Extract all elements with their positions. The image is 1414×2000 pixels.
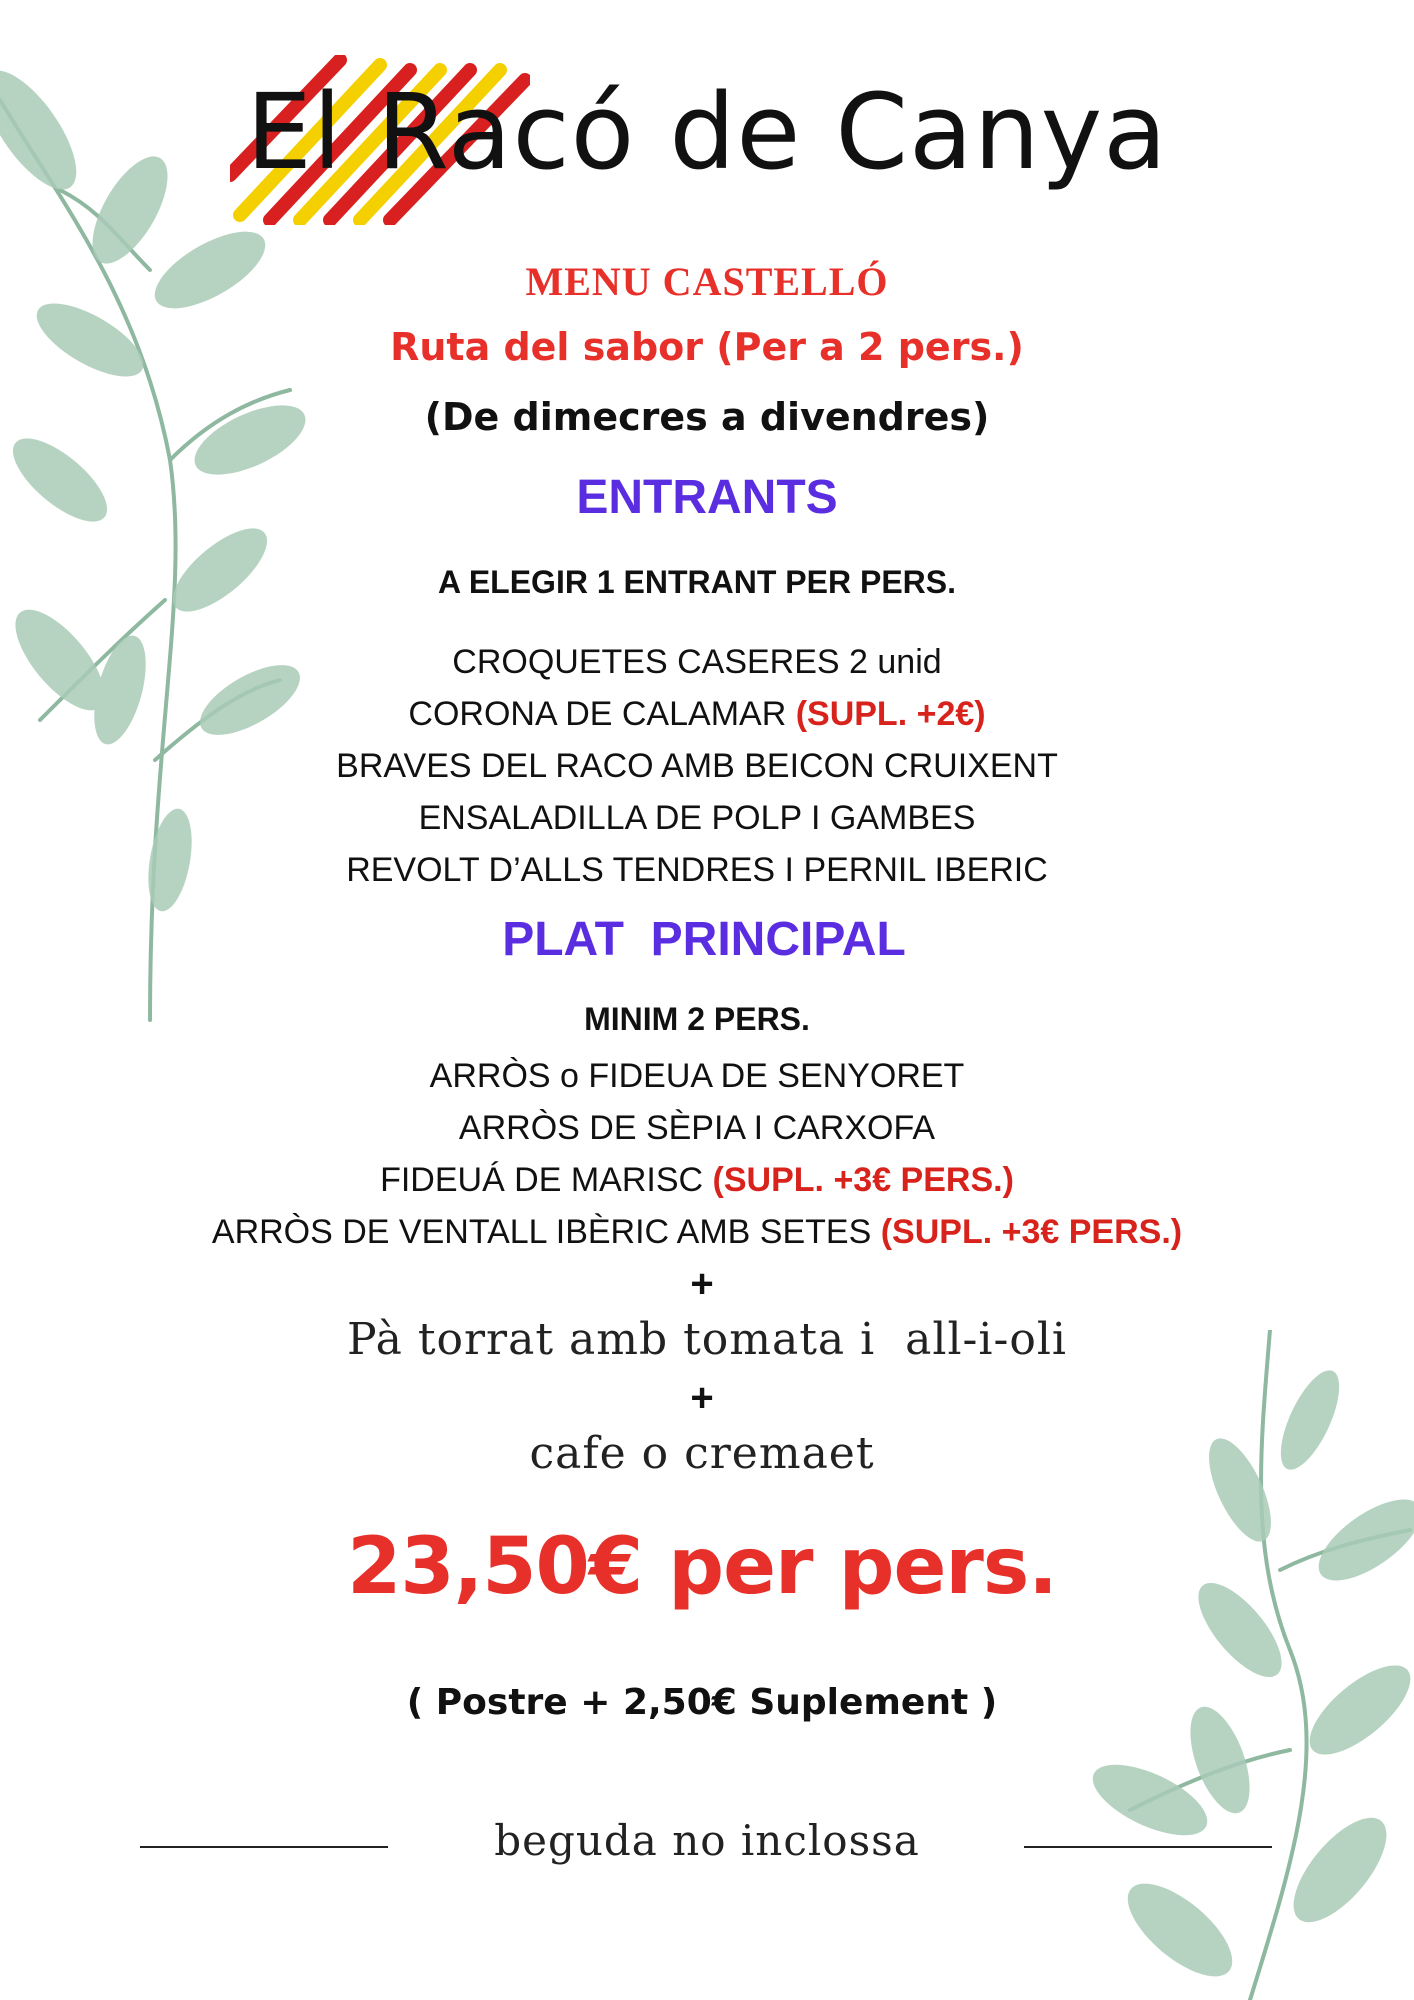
item-name: ARRÒS DE VENTALL IBÈRIC AMB SETES (211, 1213, 881, 1251)
price: 23,50€ per pers. (347, 1522, 1057, 1612)
list-item (0, 740, 1414, 792)
supplement-badge: (SUPL. +2€) (795, 695, 986, 733)
list-item (0, 636, 1414, 688)
supplement-badge: (SUPL. +3€ PERS.) (880, 1213, 1183, 1251)
main-course-section-title: PLAT PRINCIPAL (502, 913, 906, 966)
drinks-note: beguda no inclossa (494, 1816, 920, 1865)
dessert-supplement: ( Postre + 2,50€ Suplement ) (406, 1682, 998, 1723)
item-name: REVOLT D’ALLS TENDRES I PERNIL IBERIC (346, 851, 1048, 889)
main-course-list (0, 1050, 1414, 1258)
item-name: ENSALADILLA DE POLP I GAMBES (418, 799, 976, 837)
list-item (0, 792, 1414, 844)
list-item (0, 1206, 1414, 1258)
menu-route-subtitle: Ruta del sabor (Per a 2 pers.) (390, 325, 1024, 369)
entrants-list (0, 636, 1414, 896)
entrants-section-title: ENTRANTS (576, 471, 838, 524)
plus-sign: + (690, 1262, 714, 1306)
list-item (0, 688, 1414, 740)
list-item (0, 1102, 1414, 1154)
bread-side: Pà torrat amb tomata i all-i-oli (347, 1314, 1067, 1365)
menu-name: MENU CASTELLÓ (525, 259, 889, 304)
list-item (0, 1050, 1414, 1102)
item-name: ARRÒS o FIDEUA DE SENYORET (429, 1057, 965, 1095)
item-name: BRAVES DEL RACO AMB BEICON CRUIXENT (336, 747, 1058, 785)
item-name: CORONA DE CALAMAR (408, 695, 796, 733)
divider-right (1024, 1846, 1272, 1848)
coffee-option: cafe o cremaet (529, 1428, 875, 1479)
menu-days: (De dimecres a divendres) (424, 395, 990, 439)
item-name: FIDEUÁ DE MARISC (380, 1161, 713, 1199)
supplement-badge: (SUPL. +3€ PERS.) (712, 1161, 1014, 1199)
restaurant-name: El Racó de Canya (246, 71, 1168, 193)
plus-sign: + (690, 1376, 714, 1420)
item-name: CROQUETES CASERES 2 unid (452, 643, 942, 681)
list-item (0, 1154, 1414, 1206)
item-name: ARRÒS DE SÈPIA I CARXOFA (458, 1109, 936, 1147)
main-course-instruction: MINIM 2 PERS. (584, 1001, 810, 1037)
entrants-instruction: A ELEGIR 1 ENTRANT PER PERS. (438, 564, 956, 600)
list-item (0, 844, 1414, 896)
